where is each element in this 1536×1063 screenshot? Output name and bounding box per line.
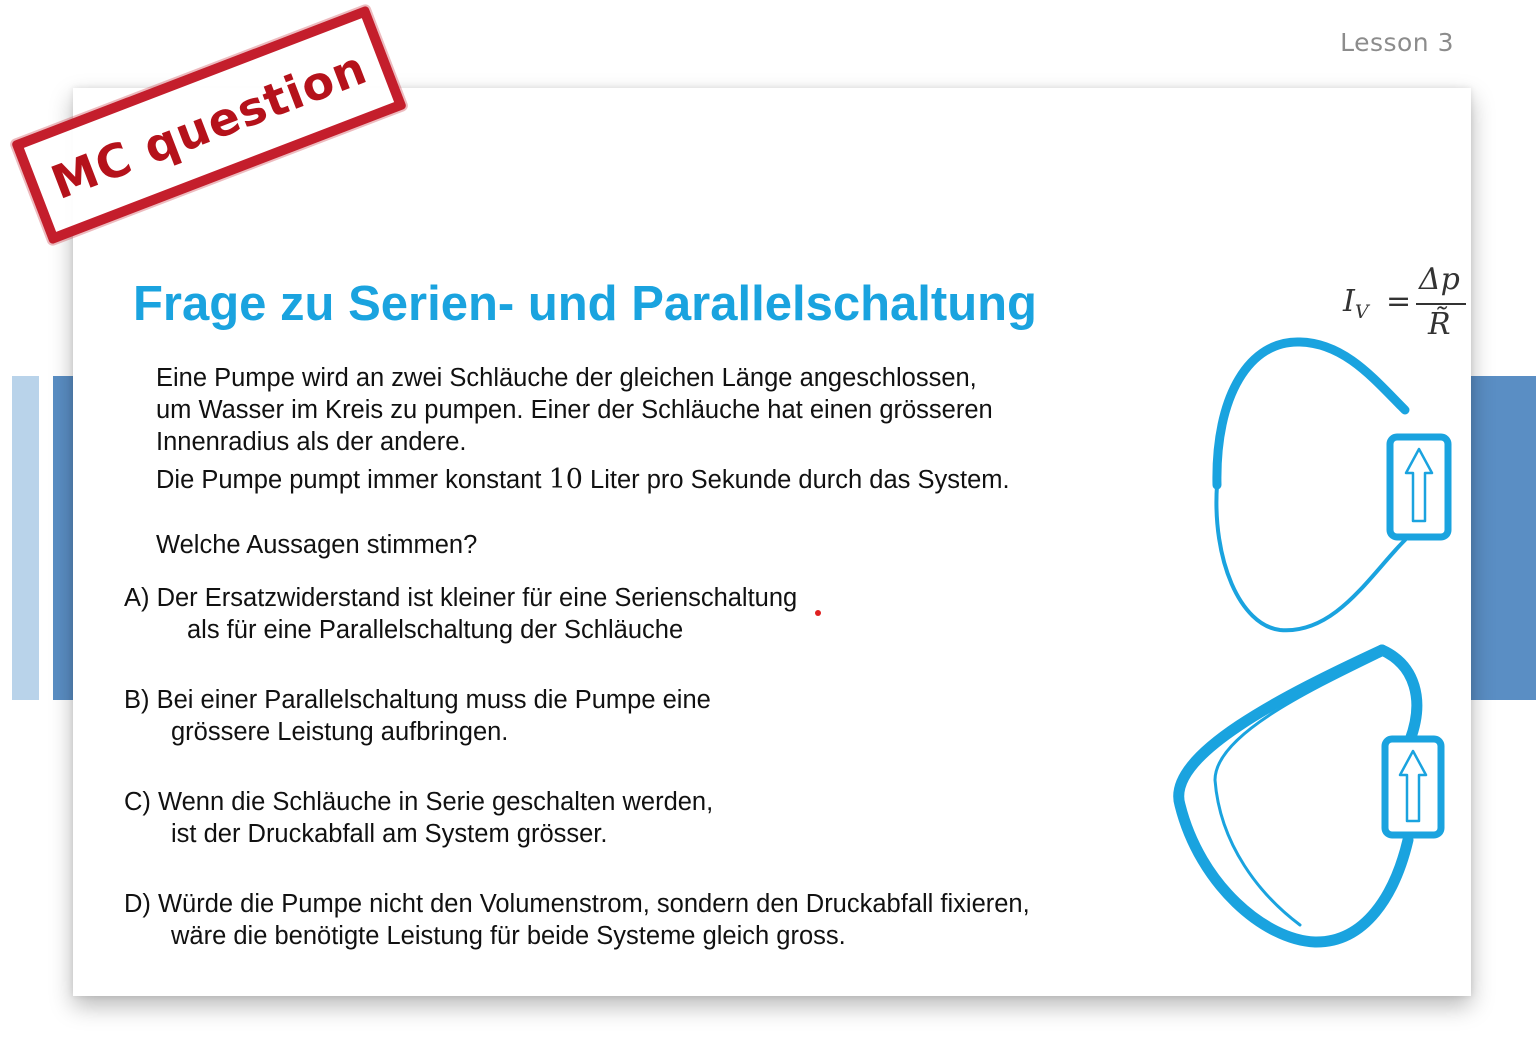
decor-bar-left-light	[12, 376, 39, 700]
answer-c-line-1: C) Wenn die Schläuche in Serie geschalten werden,	[124, 788, 714, 816]
answer-option-c[interactable]	[124, 786, 713, 850]
stamp-label: MC question	[43, 40, 375, 210]
answer-d-line-1: D) Würde die Pumpe nicht den Volumenstrom, sondern den Druckabfall fixieren,	[124, 890, 1030, 918]
formula-denominator: R̃	[1428, 307, 1451, 342]
series-pump-icon	[1390, 437, 1448, 537]
answer-option-b[interactable]	[124, 684, 711, 748]
parallel-hose-thick	[1179, 650, 1408, 942]
answer-c-line-2: ist der Druckabfall am System grösser.	[171, 820, 608, 848]
hose-circuit-diagram	[1160, 325, 1470, 965]
intro-line-4-before: Die Pumpe pumpt immer konstant	[156, 466, 549, 494]
lesson-label: Lesson 3	[1340, 28, 1454, 57]
formula-lhs: $I_V$	[1343, 284, 1369, 323]
answer-a-line-2: als für eine Parallelschaltung der Schläuche	[187, 616, 684, 644]
answer-d-line-2: wäre die benötigte Leistung für beide Systeme gleich gross.	[171, 922, 846, 950]
series-circuit	[1216, 342, 1405, 630]
formula-equals: =	[1386, 284, 1412, 319]
question-intro	[156, 362, 1010, 561]
intro-line-1: Eine Pumpe wird an zwei Schläuche der gleichen Länge angeschlossen,	[156, 364, 977, 392]
answer-option-d[interactable]	[124, 888, 1030, 952]
flow-rate-number: 10	[548, 464, 583, 495]
series-hose-thick	[1217, 342, 1405, 485]
annotation-dot	[815, 610, 821, 616]
intro-line-3: Innenradius als der andere.	[156, 428, 467, 456]
formula-numerator: Δp	[1419, 262, 1460, 297]
parallel-hose-thick-right	[1382, 650, 1417, 740]
parallel-circuit	[1179, 650, 1417, 942]
series-hose-thin	[1216, 485, 1405, 630]
answer-a-line-1: A) Der Ersatzwiderstand ist kleiner für eine Serienschaltung	[124, 584, 798, 612]
answer-b-line-1: B) Bei einer Parallelschaltung muss die Pumpe eine	[124, 686, 711, 714]
decor-bar-left-dark	[53, 376, 75, 700]
answer-option-a[interactable]	[124, 582, 797, 646]
slide-title: Frage zu Serien- und Parallelschaltung	[133, 277, 1037, 331]
formula-fraction-bar	[1416, 303, 1466, 305]
intro-line-2: um Wasser im Kreis zu pumpen. Einer der Schläuche hat einen grösseren	[156, 396, 993, 424]
intro-line-4-after: Liter pro Sekunde durch das System.	[582, 466, 1010, 494]
intro-line-4	[156, 464, 1010, 496]
answer-b-line-2: grössere Leistung aufbringen.	[171, 718, 509, 746]
question-prompt: Welche Aussagen stimmen?	[156, 531, 478, 559]
parallel-pump-icon	[1385, 739, 1441, 835]
decor-bar-right-dark	[1470, 376, 1536, 700]
